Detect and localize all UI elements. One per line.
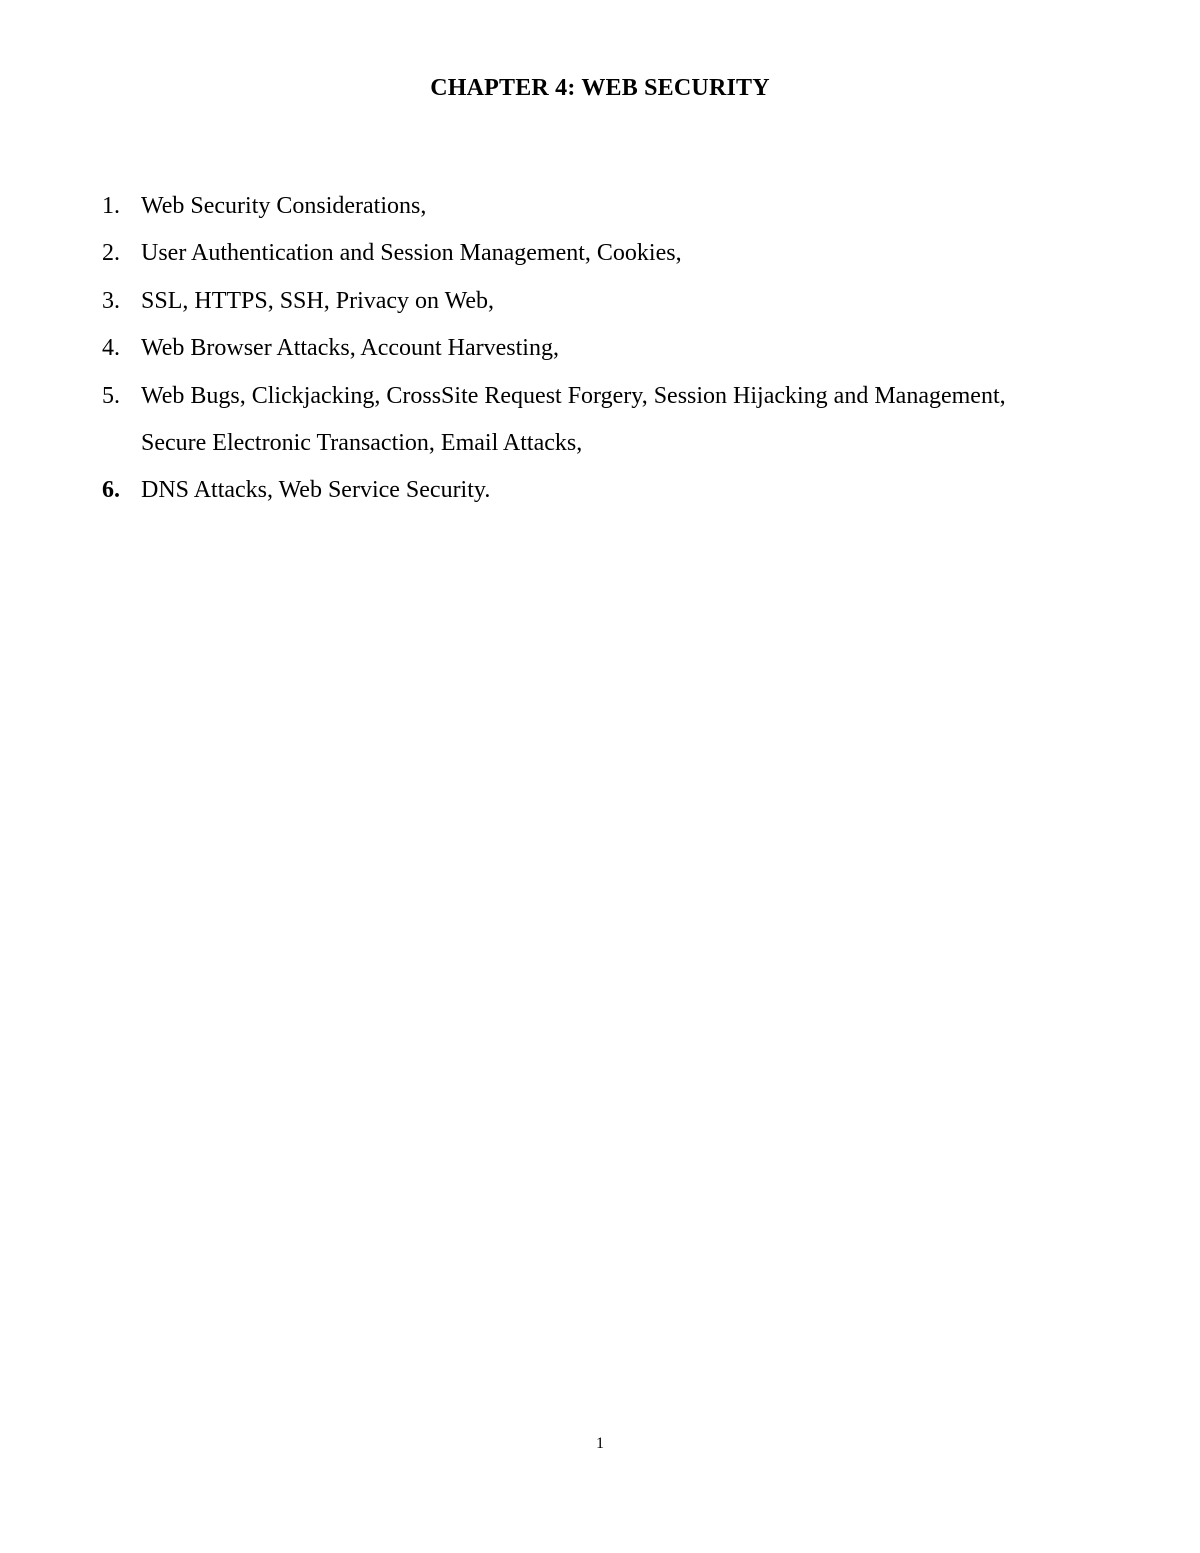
- list-item-number: 5.: [102, 382, 120, 409]
- list-item-number: 1.: [102, 193, 120, 219]
- list-item: [102, 278, 1022, 325]
- page-number: 1: [596, 1435, 604, 1452]
- list-item-text: SSL, HTTPS, SSH, Privacy on Web,: [141, 287, 494, 314]
- list-item-text: User Authentication and Session Management, Cookies,: [141, 240, 682, 267]
- list-item: [102, 183, 1022, 230]
- list-item-number: 6.: [102, 477, 120, 504]
- list-item-text: Web Browser Attacks, Account Harvesting,: [141, 335, 559, 362]
- list-item: [102, 230, 1022, 277]
- chapter-title: CHAPTER 4: WEB SECURITY: [430, 75, 770, 101]
- list-item: [102, 325, 1022, 372]
- list-item-number: 4.: [102, 335, 120, 362]
- list-item: [102, 467, 1022, 514]
- list-item-number: 3.: [102, 287, 120, 314]
- topic-list: [102, 183, 1022, 515]
- list-item-text: Web Bugs, Clickjacking, CrossSite Request Forgery, Session Hijacking and Management, Secure Electronic Transaction, Email Attacks,: [141, 382, 1006, 457]
- list-item-text: DNS Attacks, Web Service Security.: [141, 477, 491, 504]
- list-item-number: 2.: [102, 240, 120, 267]
- list-item-text: Web Security Considerations,: [141, 193, 427, 219]
- list-item: [102, 373, 1022, 468]
